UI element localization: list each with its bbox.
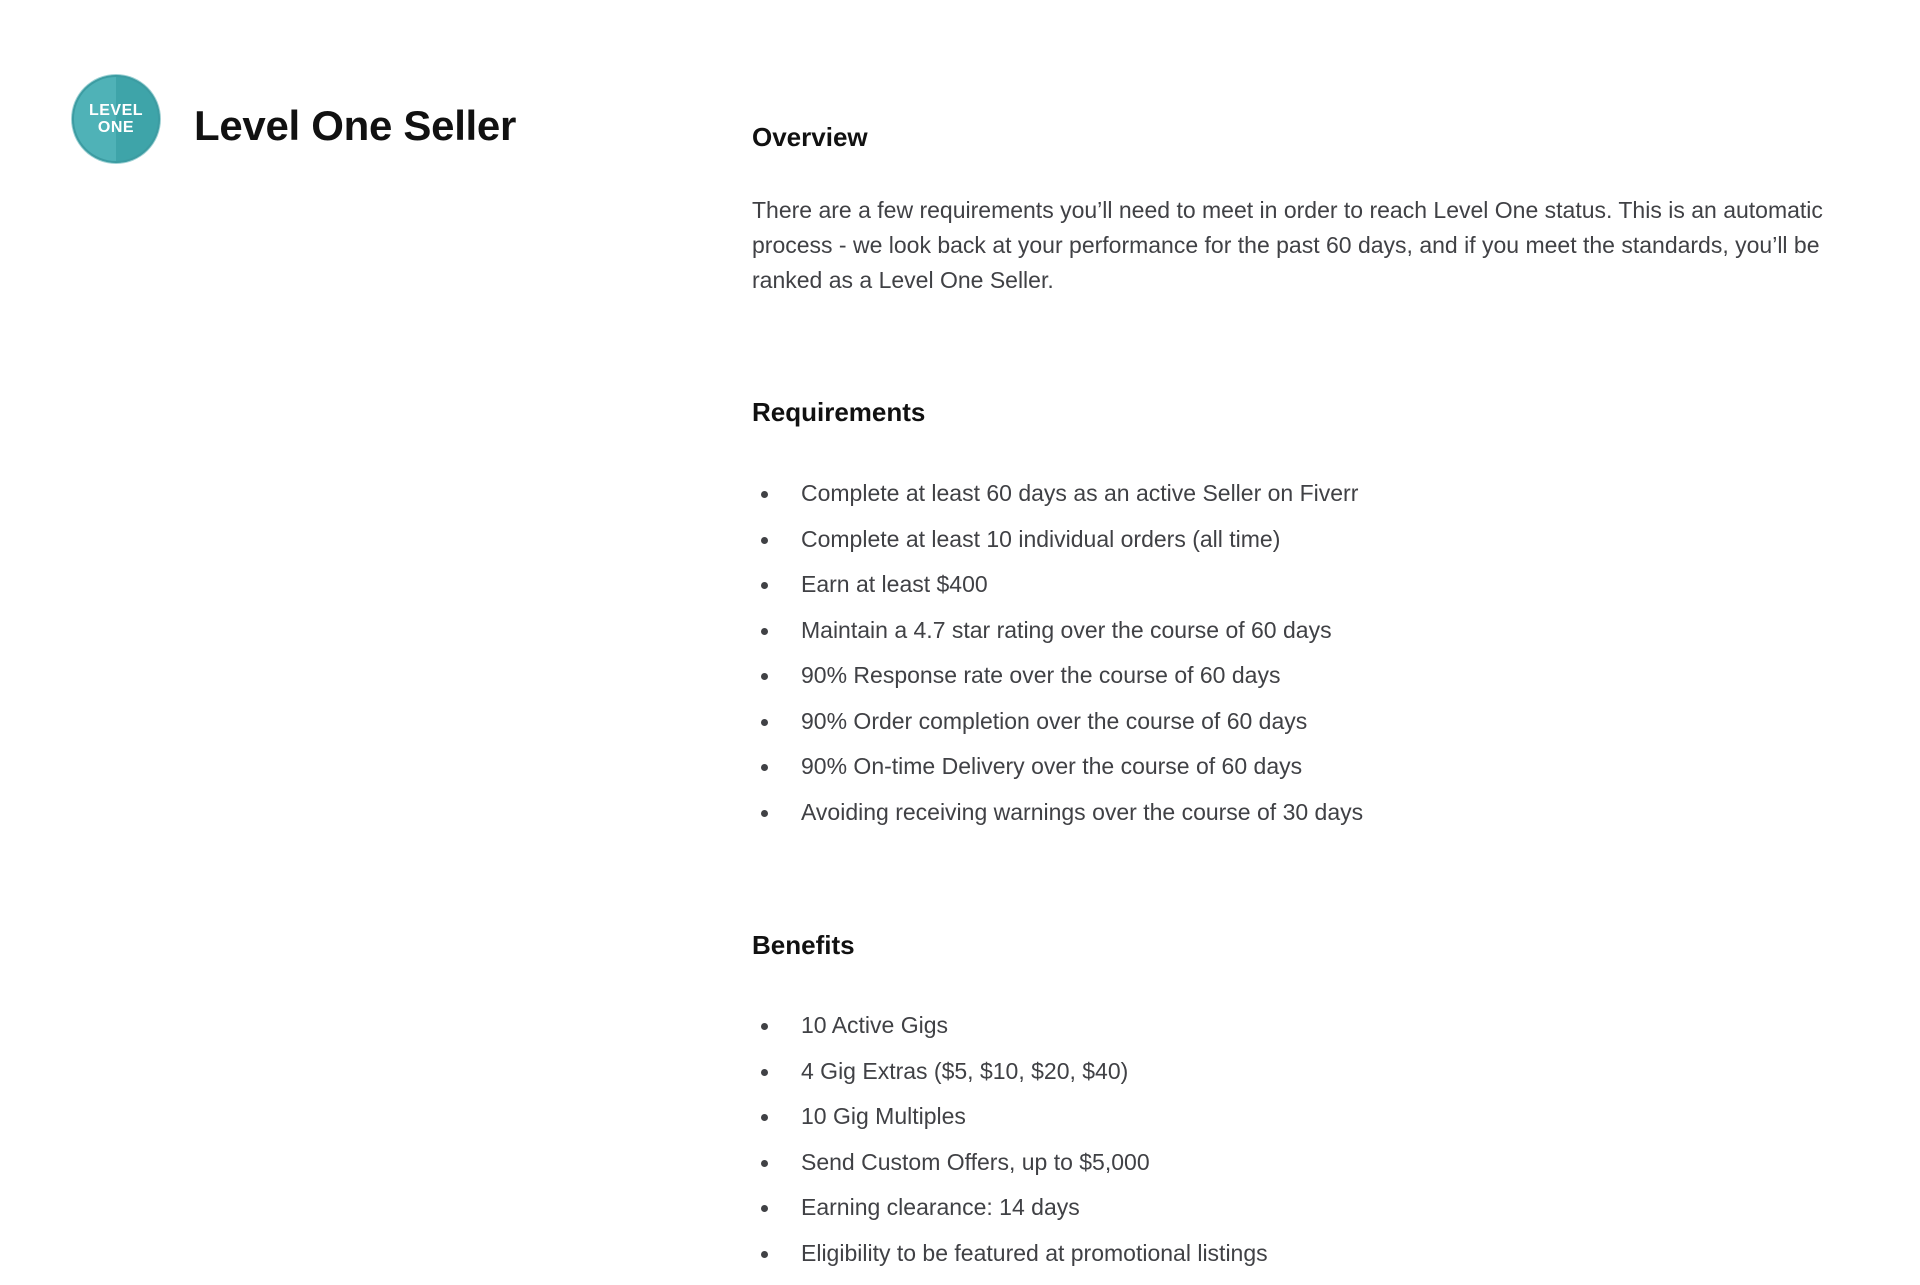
list-item [752,744,1363,790]
list-item [752,1140,1268,1186]
bullet-icon [761,764,768,771]
bullet-icon [761,1023,768,1030]
list-item-text: 90% Response rate over the course of 60 days [801,662,1281,688]
benefits-list [752,1003,1268,1276]
list-item [752,517,1363,563]
list-item-text: Maintain a 4.7 star rating over the course of 60 days [801,616,1332,643]
list-item [752,1185,1268,1231]
badge-line-1: LEVEL [88,102,144,119]
bullet-icon [761,719,768,726]
bullet-icon [761,582,768,589]
list-item [752,471,1363,517]
list-item [752,562,1363,608]
list-item [752,790,1363,836]
overview-heading: Overview [752,122,868,152]
bullet-icon [761,1069,768,1076]
bullet-icon [761,628,768,635]
list-item [752,699,1363,745]
bullet-icon [761,810,768,817]
bullet-icon [761,491,768,498]
bullet-icon [761,1114,768,1121]
list-item [752,1094,1268,1140]
list-item-text: Earning clearance: 14 days [801,1194,1080,1220]
requirements-heading: Requirements [752,397,926,427]
list-item-text: 10 Active Gigs [801,1012,949,1038]
badge-line-2: ONE [97,119,135,136]
list-item-text: 90% Order completion over the course of 60 days [801,707,1308,734]
level-one-badge [72,75,160,163]
benefits-heading: Benefits [752,930,855,960]
bullet-icon [761,537,768,544]
page-title: Level One Seller [194,102,517,149]
bullet-icon [761,1251,768,1258]
list-item [752,1003,1268,1049]
list-item [752,608,1363,654]
list-item-text: 10 Gig Multiples [801,1103,966,1129]
bullet-icon [761,1205,768,1212]
list-item-text: Complete at least 10 individual orders (all time) [801,525,1281,552]
list-item-text: Complete at least 60 days as an active Seller on Fiverr [801,480,1359,506]
list-item [752,653,1363,699]
list-item-text: 90% On-time Delivery over the course of 60 days [801,753,1303,779]
list-item-text: Avoiding receiving warnings over the course of 30 days [801,798,1364,825]
overview-text: There are a few requirements you’ll need to meet in order to reach Level One status. This is an automatic process - we look back at your performance for the past 60 days, and if you meet the standards, you’ll be ranked as a Level One Seller. [752,197,1823,293]
list-item-text: Send Custom Offers, up to $5,000 [801,1148,1150,1175]
list-item [752,1049,1268,1095]
requirements-list [752,471,1363,835]
bullet-icon [761,673,768,680]
list-item-text: Earn at least $400 [801,571,988,597]
bullet-icon [761,1160,768,1167]
list-item-text: Eligibility to be featured at promotional listings [801,1239,1268,1266]
list-item-text: 4 Gig Extras ($5, $10, $20, $40) [801,1057,1129,1084]
list-item [752,1231,1268,1277]
